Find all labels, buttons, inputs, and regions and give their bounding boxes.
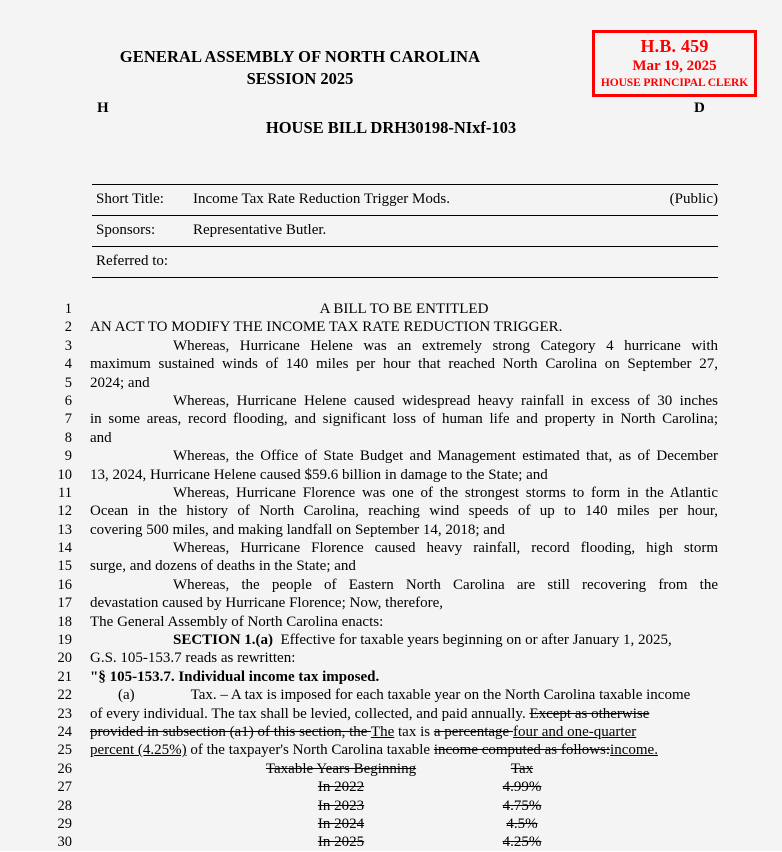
line-number: 29 xyxy=(57,815,72,832)
deleted-text: income computed as follows: xyxy=(433,742,611,759)
referred-to-value xyxy=(193,247,718,278)
bill-line-22 xyxy=(0,686,782,704)
bill-line-12 xyxy=(0,502,782,520)
line-number: 21 xyxy=(57,668,72,685)
line-number: 26 xyxy=(57,760,72,777)
rate-row-tax: 4.75% xyxy=(502,797,542,814)
bill-line-14 xyxy=(0,539,782,557)
stamp-clerk-label: HOUSE PRINCIPAL CLERK xyxy=(600,77,749,89)
bill-line-20 xyxy=(0,649,782,667)
bill-line-21 xyxy=(0,668,782,686)
bill-line-1 xyxy=(0,300,782,318)
subsection-a-amend-line-2 xyxy=(90,723,718,741)
rate-row-years: In 2025 xyxy=(317,834,365,851)
bill-line-4 xyxy=(0,355,782,373)
rate-row-tax: 4.25% xyxy=(502,834,542,851)
line-number: 27 xyxy=(57,779,72,796)
line-number: 16 xyxy=(57,576,72,593)
stamp-bill-number: H.B. 459 xyxy=(640,36,709,56)
whereas-recovery-b: devastation caused by Hurricane Florence; Now, therefore, xyxy=(90,595,444,612)
line-number: 23 xyxy=(57,705,72,722)
table-row-sponsors xyxy=(92,216,718,247)
section-1a-label: SECTION 1.(a) xyxy=(173,632,274,649)
assembly-title: GENERAL ASSEMBLY OF NORTH CAROLINA xyxy=(119,47,481,66)
line-number: 7 xyxy=(64,411,72,428)
whereas-helene-2b: in some areas, record flooding, and significant loss of human life and property in North Carolina; xyxy=(90,411,718,428)
line-number: 10 xyxy=(57,466,72,483)
section-1a-text: Effective for taxable years beginning on or after January 1, 2025, xyxy=(280,632,672,649)
rate-row-years: In 2023 xyxy=(317,797,365,814)
bill-act-title: AN ACT TO MODIFY THE INCOME TAX RATE REDUCTION TRIGGER. xyxy=(90,319,563,336)
bill-line-11 xyxy=(0,484,782,502)
section-1a-line xyxy=(90,631,718,649)
bill-line-8 xyxy=(0,429,782,447)
inserted-text: percent (4.25%) xyxy=(90,742,187,759)
whereas-florence-2a: Whereas, Hurricane Florence caused heavy rainfall, record flooding, high storm xyxy=(173,540,718,557)
whereas-helene-2c: and xyxy=(90,429,112,446)
short-title-label: Short Title: xyxy=(92,185,193,216)
retained-text: of every individual. The tax shall be levied, collected, and paid annually. xyxy=(90,705,530,722)
line-number: 20 xyxy=(57,650,72,667)
session-line: SESSION 2025 xyxy=(246,69,354,88)
rate-row-years: In 2024 xyxy=(317,815,365,832)
line-number: 19 xyxy=(57,632,72,649)
bill-body xyxy=(0,300,782,852)
whereas-recovery-a: Whereas, the people of Eastern North Carolina are still recovering from the xyxy=(173,576,718,593)
bill-document-number: HOUSE BILL DRH30198-NIxf-103 xyxy=(265,118,517,137)
line-number: 18 xyxy=(57,613,72,630)
line-number: 12 xyxy=(57,503,72,520)
retained-text: of the taxpayer's North Carolina taxable xyxy=(186,742,434,759)
whereas-osbm-a: Whereas, the Office of State Budget and Management estimated that, as of December xyxy=(173,448,718,465)
line-number: 6 xyxy=(64,392,72,409)
line-number: 13 xyxy=(57,521,72,538)
bill-info-table xyxy=(92,184,718,278)
line-number: 4 xyxy=(64,356,72,373)
rate-table-header-years: Taxable Years Beginning xyxy=(265,760,417,777)
line-number: 30 xyxy=(57,834,72,851)
bill-line-15 xyxy=(0,557,782,575)
whereas-osbm-b: 13, 2024, Hurricane Helene caused $59.6 billion in damage to the State; and xyxy=(90,466,548,483)
line-number: 15 xyxy=(57,558,72,575)
bill-line-18 xyxy=(0,613,782,631)
bill-line-16 xyxy=(0,576,782,594)
table-row-short-title xyxy=(92,185,718,216)
bill-line-6 xyxy=(0,392,782,410)
line-number: 8 xyxy=(64,429,72,446)
line-number: 1 xyxy=(64,301,72,317)
bill-line-25 xyxy=(0,741,782,759)
bill-line-24 xyxy=(0,723,782,741)
inserted-text: four and one-quarter xyxy=(512,723,637,740)
bill-title-entitled: A BILL TO BE ENTITLED xyxy=(319,301,489,317)
subsection-a-line xyxy=(90,686,718,704)
rate-row-tax: 4.99% xyxy=(502,779,542,796)
bill-line-19 xyxy=(0,631,782,649)
line-number: 5 xyxy=(64,374,72,391)
stamp-filing-date: Mar 19, 2025 xyxy=(632,58,717,74)
bill-line-23 xyxy=(0,705,782,723)
subsection-a-amend-line-1 xyxy=(90,705,718,723)
bill-line-17 xyxy=(0,594,782,612)
deleted-text: a percentage xyxy=(433,723,513,740)
whereas-florence-1b: Ocean in the history of North Carolina, reaching wind speeds of up to 140 miles per hour, xyxy=(90,503,718,520)
inserted-text: income. xyxy=(610,742,658,759)
sponsors-label: Sponsors: xyxy=(92,216,193,247)
chamber-marker-left: H xyxy=(97,100,109,116)
whereas-florence-1a: Whereas, Hurricane Florence was one of the strongest storms to form in the Atlantic xyxy=(173,484,718,501)
enacting-clause: The General Assembly of North Carolina enacts: xyxy=(90,613,384,630)
whereas-helene-2a: Whereas, Hurricane Helene caused widespread heavy rainfall in excess of 30 inches xyxy=(173,392,718,409)
line-number: 24 xyxy=(57,723,72,740)
line-number: 14 xyxy=(57,540,72,557)
line-number: 22 xyxy=(57,687,72,704)
line-number: 2 xyxy=(64,319,72,336)
whereas-florence-2b: surge, and dozens of deaths in the State; and xyxy=(90,558,356,575)
short-title-value: Income Tax Rate Reduction Trigger Mods. xyxy=(193,185,648,216)
whereas-helene-1a: Whereas, Hurricane Helene was an extremely strong Category 4 hurricane with xyxy=(173,337,718,354)
bill-line-9 xyxy=(0,447,782,465)
bill-line-2 xyxy=(0,318,782,336)
rate-table-header-tax: Tax xyxy=(510,760,534,777)
bill-line-10 xyxy=(0,466,782,484)
bill-line-13 xyxy=(0,521,782,539)
bill-line-3 xyxy=(0,337,782,355)
bill-line-5 xyxy=(0,374,782,392)
inserted-text: The xyxy=(370,723,395,740)
retained-text: tax is xyxy=(394,723,434,740)
referred-to-label: Referred to: xyxy=(92,247,193,278)
line-number: 17 xyxy=(57,595,72,612)
subsection-a-marker: (a) xyxy=(118,687,135,704)
whereas-helene-1c: 2024; and xyxy=(90,374,150,391)
bill-line-29 xyxy=(0,815,782,833)
line-number: 9 xyxy=(64,448,72,465)
line-number: 28 xyxy=(57,797,72,814)
line-number: 11 xyxy=(58,484,72,501)
rate-row-tax: 4.5% xyxy=(506,815,538,832)
whereas-florence-1c: covering 500 miles, and making landfall on September 14, 2018; and xyxy=(90,521,505,538)
whereas-helene-1b: maximum sustained winds of 140 miles per hour that reached North Carolina on September 27, xyxy=(90,356,718,373)
bill-line-28 xyxy=(0,797,782,815)
line-number: 3 xyxy=(64,337,72,354)
subsection-a-amend-line-3 xyxy=(90,741,718,759)
chamber-marker-right: D xyxy=(694,100,705,116)
table-row-referred-to xyxy=(92,247,718,278)
bill-line-27 xyxy=(0,778,782,796)
deleted-text: provided in subsection (a1) of this section, the xyxy=(90,723,371,740)
line-number: 25 xyxy=(57,742,72,759)
subsection-a-text: Tax. – A tax is imposed for each taxable year on the North Carolina taxable income xyxy=(190,687,691,704)
section-1a-continuation: G.S. 105-153.7 reads as rewritten: xyxy=(90,650,296,667)
rate-row-years: In 2022 xyxy=(317,779,365,796)
bill-line-7 xyxy=(0,410,782,428)
bill-line-26 xyxy=(0,760,782,778)
public-marker: (Public) xyxy=(648,185,718,216)
deleted-text: Except as otherwise xyxy=(529,705,650,722)
statute-heading: "§ 105-153.7. Individual income tax imposed. xyxy=(90,668,380,685)
bill-line-30 xyxy=(0,833,782,851)
sponsors-value: Representative Butler. xyxy=(193,216,718,247)
